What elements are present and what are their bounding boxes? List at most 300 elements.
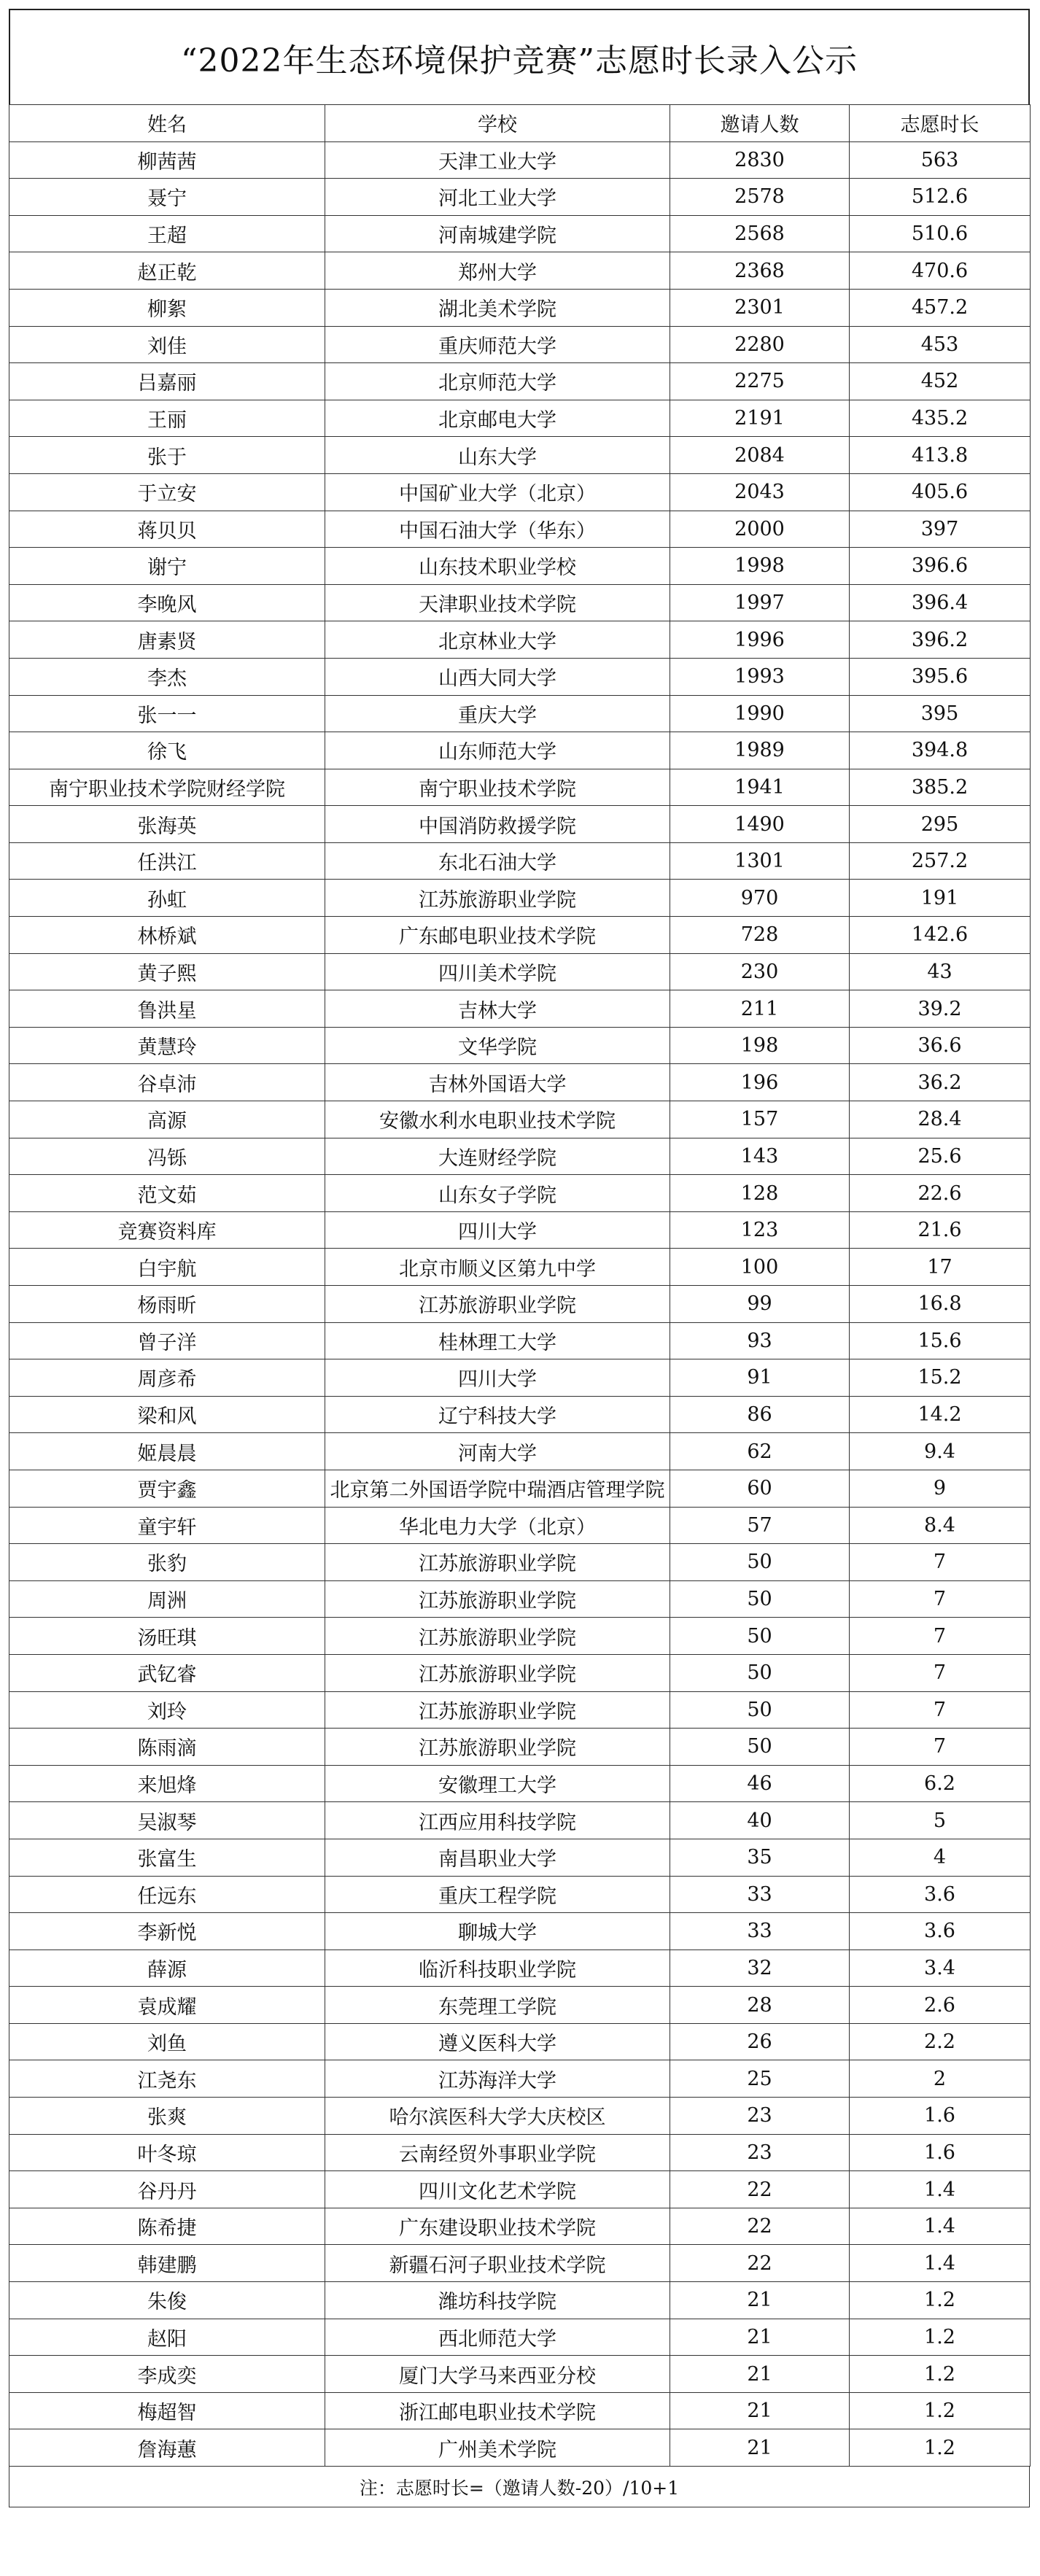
cell-hours: 1.6 (850, 2134, 1031, 2171)
cell-name: 刘鱼 (9, 2023, 325, 2060)
cell-name: 梅超智 (9, 2392, 325, 2429)
cell-hours: 470.6 (850, 252, 1031, 290)
cell-invites: 970 (670, 880, 850, 917)
cell-invites: 35 (670, 1839, 850, 1876)
cell-name: 李成奕 (9, 2356, 325, 2393)
table-row (9, 1027, 1031, 1064)
cell-school: 天津工业大学 (325, 141, 670, 179)
table-row (9, 1507, 1031, 1544)
cell-invites: 21 (670, 2319, 850, 2356)
table-row (9, 511, 1031, 548)
table-row (9, 326, 1031, 363)
table-row (9, 548, 1031, 585)
cell-school: 浙江邮电职业技术学院 (325, 2392, 670, 2429)
table-row (9, 1729, 1031, 1766)
cell-hours: 1.2 (850, 2392, 1031, 2429)
cell-school: 云南经贸外事职业学院 (325, 2134, 670, 2171)
cell-invites: 211 (670, 990, 850, 1028)
cell-invites: 21 (670, 2356, 850, 2393)
cell-name: 周洲 (9, 1580, 325, 1618)
cell-name: 梁和风 (9, 1396, 325, 1433)
cell-invites: 32 (670, 1950, 850, 1987)
cell-hours: 39.2 (850, 990, 1031, 1028)
cell-school: 江西应用科技学院 (325, 1802, 670, 1839)
cell-name: 黄子熙 (9, 953, 325, 990)
cell-school: 天津职业技术学院 (325, 584, 670, 621)
cell-name: 武钇睿 (9, 1654, 325, 1691)
cell-hours: 9.4 (850, 1433, 1031, 1470)
table-row (9, 2171, 1031, 2208)
cell-school: 江苏旅游职业学院 (325, 1618, 670, 1655)
table-row (9, 2023, 1031, 2060)
cell-name: 姬晨晨 (9, 1433, 325, 1470)
cell-hours: 7 (850, 1618, 1031, 1655)
cell-hours: 396.6 (850, 548, 1031, 585)
cell-hours: 1.4 (850, 2208, 1031, 2245)
cell-school: 北京市顺义区第九中学 (325, 1249, 670, 1286)
cell-hours: 295 (850, 806, 1031, 843)
cell-school: 广州美术学院 (325, 2429, 670, 2467)
cell-school: 河北工业大学 (325, 179, 670, 216)
cell-school: 东莞理工学院 (325, 1987, 670, 2024)
cell-school: 安徽理工大学 (325, 1765, 670, 1802)
table-row (9, 769, 1031, 806)
cell-invites: 2280 (670, 326, 850, 363)
table-row (9, 141, 1031, 179)
cell-invites: 1998 (670, 548, 850, 585)
cell-name: 张爽 (9, 2098, 325, 2135)
cell-hours: 1.4 (850, 2171, 1031, 2208)
cell-name: 南宁职业技术学院财经学院 (9, 769, 325, 806)
cell-school: 山东师范大学 (325, 732, 670, 769)
table-row (9, 880, 1031, 917)
cell-name: 唐素贤 (9, 621, 325, 659)
cell-hours: 396.2 (850, 621, 1031, 659)
cell-school: 江苏海洋大学 (325, 2060, 670, 2098)
cell-name: 高源 (9, 1101, 325, 1138)
cell-name: 王丽 (9, 400, 325, 437)
cell-hours: 21.6 (850, 1211, 1031, 1249)
table-row (9, 2282, 1031, 2319)
cell-hours: 28.4 (850, 1101, 1031, 1138)
cell-name: 张豹 (9, 1544, 325, 1581)
cell-hours: 3.6 (850, 1876, 1031, 1913)
cell-invites: 1990 (670, 695, 850, 732)
table-row (9, 917, 1031, 954)
cell-name: 薛源 (9, 1950, 325, 1987)
cell-invites: 62 (670, 1433, 850, 1470)
cell-hours: 7 (850, 1654, 1031, 1691)
cell-school: 四川美术学院 (325, 953, 670, 990)
cell-school: 山东女子学院 (325, 1175, 670, 1212)
table-row (9, 289, 1031, 326)
column-header-invites: 邀请人数 (670, 105, 850, 142)
cell-name: 赵阳 (9, 2319, 325, 2356)
cell-name: 曾子洋 (9, 1322, 325, 1359)
cell-invites: 123 (670, 1211, 850, 1249)
table-row (9, 215, 1031, 252)
table-row (9, 1913, 1031, 1950)
cell-school: 文华学院 (325, 1027, 670, 1064)
cell-name: 谢宁 (9, 548, 325, 585)
cell-invites: 22 (670, 2171, 850, 2208)
cell-school: 哈尔滨医科大学大庆校区 (325, 2098, 670, 2135)
table-row (9, 2319, 1031, 2356)
cell-hours: 22.6 (850, 1175, 1031, 1212)
table-row (9, 1654, 1031, 1691)
table-row (9, 732, 1031, 769)
table-row (9, 1101, 1031, 1138)
table-row (9, 584, 1031, 621)
cell-school: 中国消防救援学院 (325, 806, 670, 843)
table-row (9, 437, 1031, 474)
cell-hours: 1.2 (850, 2356, 1031, 2393)
column-header-name: 姓名 (9, 105, 325, 142)
cell-name: 来旭烽 (9, 1765, 325, 1802)
cell-name: 李杰 (9, 658, 325, 695)
cell-name: 王超 (9, 215, 325, 252)
table-row (9, 806, 1031, 843)
cell-name: 徐飞 (9, 732, 325, 769)
cell-name: 刘佳 (9, 326, 325, 363)
cell-hours: 1.2 (850, 2319, 1031, 2356)
cell-invites: 157 (670, 1101, 850, 1138)
cell-invites: 1301 (670, 842, 850, 880)
cell-hours: 397 (850, 511, 1031, 548)
cell-hours: 3.6 (850, 1913, 1031, 1950)
cell-name: 贾宇鑫 (9, 1470, 325, 1507)
cell-invites: 21 (670, 2392, 850, 2429)
cell-school: 北京林业大学 (325, 621, 670, 659)
cell-school: 四川大学 (325, 1211, 670, 1249)
cell-hours: 14.2 (850, 1396, 1031, 1433)
table-row (9, 2060, 1031, 2098)
cell-school: 郑州大学 (325, 252, 670, 290)
table-row (9, 1691, 1031, 1729)
cell-hours: 17 (850, 1249, 1031, 1286)
cell-name: 江尧东 (9, 2060, 325, 2098)
cell-hours: 15.6 (850, 1322, 1031, 1359)
cell-hours: 142.6 (850, 917, 1031, 954)
cell-school: 重庆工程学院 (325, 1876, 670, 1913)
cell-school: 河南城建学院 (325, 215, 670, 252)
cell-invites: 728 (670, 917, 850, 954)
cell-school: 聊城大学 (325, 1913, 670, 1950)
cell-school: 南昌职业大学 (325, 1839, 670, 1876)
cell-hours: 512.6 (850, 179, 1031, 216)
cell-school: 中国矿业大学（北京） (325, 473, 670, 511)
cell-invites: 2830 (670, 141, 850, 179)
table-row (9, 842, 1031, 880)
cell-invites: 46 (670, 1765, 850, 1802)
cell-name: 柳茜茜 (9, 141, 325, 179)
cell-hours: 8.4 (850, 1507, 1031, 1544)
table-row (9, 2208, 1031, 2245)
cell-school: 吉林外国语大学 (325, 1064, 670, 1101)
volunteer-hours-sheet (9, 9, 1030, 2507)
cell-invites: 2368 (670, 252, 850, 290)
table-row (9, 1839, 1031, 1876)
cell-name: 谷卓沛 (9, 1064, 325, 1101)
table-row (9, 400, 1031, 437)
cell-invites: 50 (670, 1729, 850, 1766)
cell-invites: 33 (670, 1913, 850, 1950)
cell-invites: 26 (670, 2023, 850, 2060)
cell-hours: 25.6 (850, 1138, 1031, 1175)
table-row (9, 2392, 1031, 2429)
cell-hours: 395 (850, 695, 1031, 732)
table-row (9, 1802, 1031, 1839)
cell-hours: 457.2 (850, 289, 1031, 326)
table-row (9, 1765, 1031, 1802)
cell-invites: 1490 (670, 806, 850, 843)
cell-invites: 23 (670, 2134, 850, 2171)
table-row (9, 1359, 1031, 1397)
table-row (9, 658, 1031, 695)
cell-school: 厦门大学马来西亚分校 (325, 2356, 670, 2393)
table-row (9, 1211, 1031, 1249)
cell-name: 袁成耀 (9, 1987, 325, 2024)
cell-school: 重庆大学 (325, 695, 670, 732)
cell-invites: 2000 (670, 511, 850, 548)
cell-school: 广东建设职业技术学院 (325, 2208, 670, 2245)
cell-invites: 91 (670, 1359, 850, 1397)
cell-school: 江苏旅游职业学院 (325, 1729, 670, 1766)
cell-name: 詹海蕙 (9, 2429, 325, 2467)
cell-school: 吉林大学 (325, 990, 670, 1028)
table-row (9, 990, 1031, 1028)
cell-hours: 7 (850, 1729, 1031, 1766)
cell-name: 刘玲 (9, 1691, 325, 1729)
cell-school: 四川文化艺术学院 (325, 2171, 670, 2208)
cell-invites: 100 (670, 1249, 850, 1286)
cell-invites: 50 (670, 1691, 850, 1729)
cell-hours: 7 (850, 1691, 1031, 1729)
cell-invites: 2301 (670, 289, 850, 326)
cell-hours: 435.2 (850, 400, 1031, 437)
table-row (9, 1286, 1031, 1323)
cell-hours: 16.8 (850, 1286, 1031, 1323)
cell-invites: 33 (670, 1876, 850, 1913)
table-row (9, 2356, 1031, 2393)
cell-hours: 453 (850, 326, 1031, 363)
table-row (9, 2429, 1031, 2467)
cell-school: 北京邮电大学 (325, 400, 670, 437)
cell-hours: 2.2 (850, 2023, 1031, 2060)
cell-name: 汤旺琪 (9, 1618, 325, 1655)
cell-school: 江苏旅游职业学院 (325, 1580, 670, 1618)
cell-invites: 57 (670, 1507, 850, 1544)
table-row (9, 621, 1031, 659)
cell-hours: 2.6 (850, 1987, 1031, 2024)
cell-name: 赵正乾 (9, 252, 325, 290)
cell-school: 江苏旅游职业学院 (325, 880, 670, 917)
cell-invites: 230 (670, 953, 850, 990)
table-row (9, 1470, 1031, 1507)
cell-invites: 2275 (670, 363, 850, 400)
cell-invites: 21 (670, 2282, 850, 2319)
cell-hours: 1.2 (850, 2429, 1031, 2467)
column-header-hours: 志愿时长 (850, 105, 1031, 142)
cell-school: 遵义医科大学 (325, 2023, 670, 2060)
cell-name: 张富生 (9, 1839, 325, 1876)
cell-name: 林桥斌 (9, 917, 325, 954)
table-row (9, 953, 1031, 990)
cell-school: 山东技术职业学校 (325, 548, 670, 585)
cell-hours: 4 (850, 1839, 1031, 1876)
cell-hours: 6.2 (850, 1765, 1031, 1802)
cell-name: 范文茹 (9, 1175, 325, 1212)
table-row (9, 695, 1031, 732)
cell-school: 山东大学 (325, 437, 670, 474)
cell-school: 江苏旅游职业学院 (325, 1544, 670, 1581)
cell-school: 江苏旅游职业学院 (325, 1691, 670, 1729)
formula-note: 注：志愿时长=（邀请人数-20）/10+1 (9, 2467, 1030, 2507)
cell-hours: 2 (850, 2060, 1031, 2098)
cell-hours: 7 (850, 1580, 1031, 1618)
cell-hours: 7 (850, 1544, 1031, 1581)
cell-hours: 385.2 (850, 769, 1031, 806)
cell-name: 李新悦 (9, 1913, 325, 1950)
cell-invites: 50 (670, 1580, 850, 1618)
cell-invites: 22 (670, 2245, 850, 2282)
cell-hours: 452 (850, 363, 1031, 400)
cell-name: 张于 (9, 437, 325, 474)
cell-name: 杨雨昕 (9, 1286, 325, 1323)
cell-invites: 40 (670, 1802, 850, 1839)
cell-hours: 36.6 (850, 1027, 1031, 1064)
cell-school: 临沂科技职业学院 (325, 1950, 670, 1987)
cell-invites: 86 (670, 1396, 850, 1433)
volunteer-table (9, 104, 1031, 2467)
cell-name: 韩建鹏 (9, 2245, 325, 2282)
cell-school: 北京第二外国语学院中瑞酒店管理学院 (325, 1470, 670, 1507)
table-row (9, 252, 1031, 290)
cell-name: 张一一 (9, 695, 325, 732)
cell-hours: 191 (850, 880, 1031, 917)
cell-name: 周彦希 (9, 1359, 325, 1397)
cell-invites: 1996 (670, 621, 850, 659)
cell-hours: 3.4 (850, 1950, 1031, 1987)
page-title: “2022年生态环境保护竞赛”志愿时长录入公示 (9, 9, 1030, 104)
cell-invites: 22 (670, 2208, 850, 2245)
cell-name: 吴淑琴 (9, 1802, 325, 1839)
cell-hours: 1.6 (850, 2098, 1031, 2135)
cell-name: 谷丹丹 (9, 2171, 325, 2208)
cell-invites: 28 (670, 1987, 850, 2024)
table-row (9, 1950, 1031, 1987)
cell-invites: 196 (670, 1064, 850, 1101)
cell-hours: 1.2 (850, 2282, 1031, 2319)
table-row (9, 473, 1031, 511)
cell-invites: 93 (670, 1322, 850, 1359)
cell-school: 中国石油大学（华东） (325, 511, 670, 548)
table-row (9, 1544, 1031, 1581)
cell-hours: 36.2 (850, 1064, 1031, 1101)
cell-hours: 15.2 (850, 1359, 1031, 1397)
cell-name: 孙虹 (9, 880, 325, 917)
table-row (9, 179, 1031, 216)
cell-school: 广东邮电职业技术学院 (325, 917, 670, 954)
cell-hours: 510.6 (850, 215, 1031, 252)
cell-school: 北京师范大学 (325, 363, 670, 400)
cell-hours: 1.4 (850, 2245, 1031, 2282)
cell-invites: 21 (670, 2429, 850, 2467)
cell-hours: 43 (850, 953, 1031, 990)
cell-invites: 1993 (670, 658, 850, 695)
cell-school: 辽宁科技大学 (325, 1396, 670, 1433)
cell-school: 江苏旅游职业学院 (325, 1286, 670, 1323)
table-row (9, 2245, 1031, 2282)
cell-name: 于立安 (9, 473, 325, 511)
cell-hours: 413.8 (850, 437, 1031, 474)
cell-name: 黄慧玲 (9, 1027, 325, 1064)
cell-invites: 128 (670, 1175, 850, 1212)
cell-hours: 394.8 (850, 732, 1031, 769)
table-row (9, 1618, 1031, 1655)
cell-invites: 2578 (670, 179, 850, 216)
table-row (9, 1987, 1031, 2024)
cell-school: 河南大学 (325, 1433, 670, 1470)
cell-school: 大连财经学院 (325, 1138, 670, 1175)
cell-name: 柳絮 (9, 289, 325, 326)
cell-name: 叶冬琼 (9, 2134, 325, 2171)
cell-name: 童宇轩 (9, 1507, 325, 1544)
cell-invites: 2568 (670, 215, 850, 252)
cell-invites: 1989 (670, 732, 850, 769)
table-row (9, 1175, 1031, 1212)
cell-hours: 257.2 (850, 842, 1031, 880)
table-row (9, 1580, 1031, 1618)
cell-hours: 395.6 (850, 658, 1031, 695)
table-row (9, 1433, 1031, 1470)
cell-school: 东北石油大学 (325, 842, 670, 880)
cell-name: 蒋贝贝 (9, 511, 325, 548)
cell-invites: 50 (670, 1654, 850, 1691)
cell-school: 四川大学 (325, 1359, 670, 1397)
cell-hours: 563 (850, 141, 1031, 179)
cell-school: 山西大同大学 (325, 658, 670, 695)
cell-invites: 23 (670, 2098, 850, 2135)
cell-school: 湖北美术学院 (325, 289, 670, 326)
cell-invites: 2043 (670, 473, 850, 511)
table-body (9, 141, 1031, 2466)
cell-invites: 50 (670, 1618, 850, 1655)
table-row (9, 1249, 1031, 1286)
cell-school: 重庆师范大学 (325, 326, 670, 363)
cell-invites: 25 (670, 2060, 850, 2098)
cell-name: 任远东 (9, 1876, 325, 1913)
cell-name: 朱俊 (9, 2282, 325, 2319)
cell-invites: 1941 (670, 769, 850, 806)
cell-invites: 60 (670, 1470, 850, 1507)
table-row (9, 1064, 1031, 1101)
cell-hours: 396.4 (850, 584, 1031, 621)
cell-name: 白宇航 (9, 1249, 325, 1286)
table-row (9, 1396, 1031, 1433)
table-header-row (9, 105, 1031, 142)
cell-school: 华北电力大学（北京） (325, 1507, 670, 1544)
cell-name: 聂宁 (9, 179, 325, 216)
cell-name: 张海英 (9, 806, 325, 843)
cell-invites: 143 (670, 1138, 850, 1175)
cell-name: 任洪江 (9, 842, 325, 880)
column-header-school: 学校 (325, 105, 670, 142)
table-row (9, 1138, 1031, 1175)
cell-invites: 2191 (670, 400, 850, 437)
cell-hours: 405.6 (850, 473, 1031, 511)
cell-name: 竞赛资料库 (9, 1211, 325, 1249)
